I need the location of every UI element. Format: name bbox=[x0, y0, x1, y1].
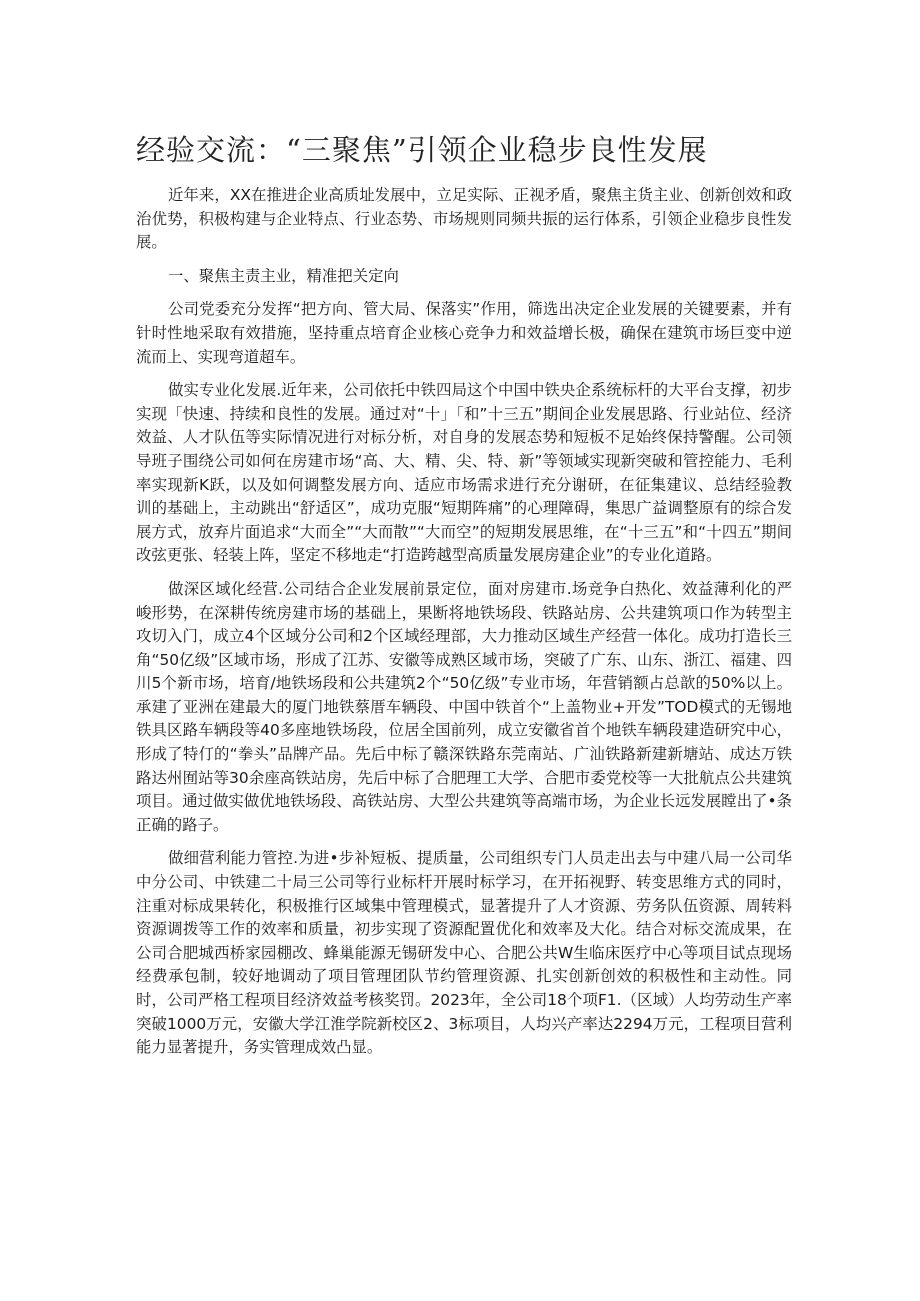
section-heading: 一、聚焦主责主业，精准把关定向 bbox=[168, 266, 399, 285]
body-paragraph: 做实专业化发展.近年来，公司依托中铁四局这个中国中铁央企系统标杆的大平台支撑，初步实现「快速、持续和良性的发展。通过对“十」「和”十三五”期间企业发展思路、行业站位、经济效益、人才队伍等实际情况进行对标分析，对自身的发展态势和短板不足始终保持警醒。公司领导班子围绕公司如何在房建市场“高、大、精、尖、特、新”等领域实现新突破和管控能力、毛利率实现新K跃，以及如何调整发展方向、适应市场需求进行充分谢研，在征集建议、总结经验教训的基础上，主动跳出“舒适区”，成功克服“短期阵痛”的心理障碍，集思广益调整原有的综合发展方式，放弃片面追求“大而全”“大而散”“大而空”的短期发展思维，在“十三五”和“十四五”期间改弦更张、轻装上阵，坚定不移地走“打造跨越型高质量发展房建企业”的专业化道路。 bbox=[136, 381, 792, 565]
body-paragraph: 公司党委充分发挥“把方向、管大局、保落实”作用，筛选出决定企业发展的关键要素，并有针时性地采取有效措施，坚持重点培育企业核心竞争力和效益增长极，确保在建筑市场巨变中逆流而上、实现弯道超车。 bbox=[136, 300, 792, 366]
document-body bbox=[136, 184, 792, 1070]
intro-paragraph: 近年来，XX在推进企业高质址发展中，立足实际、正视矛盾，聚焦主货主业、创新创效和政治优势，积极构建与企业特点、行业态势、市场规则同频共振的运行体系，引领企业稳步良性发展。 bbox=[136, 186, 792, 252]
body-paragraph: 做深区域化经营.公司结合企业发展前景定位，面对房建市.场竞争白热化、效益薄利化的严峻形势，在深耕传统房建市场的基础上，果断将地铁场段、铁路站房、公共建筑项口作为转型主攻切入门，成立4个区域分公司和2个区域经理部，大力推动区域生产经营一体化。成功打造长三角“50亿级”区域市场，形成了江苏、安徽等成熟区域市场，突破了广东、山东、浙江、福建、四川5个新市场，培育/地铁场段和公共建筑2个“50亿级”专业市场，年营销额占总歆的50%以上。承建了亚洲在建最大的厦门地铁蔡厝车辆段、中国中铁首个“上盖物业+开发”TOD模式的无锡地铁具区路车辆段等40多座地铁场段，位居全国前列，成立安徽省首个地铁车辆段建造研究中心，形成了特仃的“拳头”品牌产品。先后中标了赣深铁路东莞南站、广汕铁路新建新塘站、成达万铁路达州囿站等30余座高铁站房，先后中标了合肥理工大学、合肥市委党校等一大批航点公共建筑项目。通过做实做优地铁场段、高铁站房、大型公共建筑等高端市场，为企业长远发展瞠出了•条正确的路子。 bbox=[136, 579, 792, 834]
body-paragraph: 做细营利能力管控.为进•步补短板、提质量，公司组织专门人员走出去与中建八局一公司华中分公司、中铁建二十局三公司等行业标杆开展时标学习，在开拓视野、转变思维方式的同时，注重对标成果转化，积极推行区域集中管理模式，显著提升了人才资源、劳务队伍资源、周转料资源调拨等工作的效率和质量，初步实现了资源配置优化和效率及大化。结合对标交流成果，在公司合肥城西桥家园棚改、蜂巢能源无锡研发中心、合肥公共W生临床医疗中心等项目试点现场经费承包制，较好地调动了项目管理团队节约管理资源、扎实创新创效的积极性和主动性。同时，公司严格工程项目经济效益考核奖罚。2023年，全公司18个项F1.（区域）人均劳动生产率突破1000万元，安徽大学江淮学院新校区2、3标项目，人均兴产率达2294万元，工程项目营利能力显著提升，务实管理成效凸显。 bbox=[136, 849, 792, 1057]
document-title: 经验交流：“三聚焦”引领企业稳步良性发展 bbox=[136, 133, 708, 167]
